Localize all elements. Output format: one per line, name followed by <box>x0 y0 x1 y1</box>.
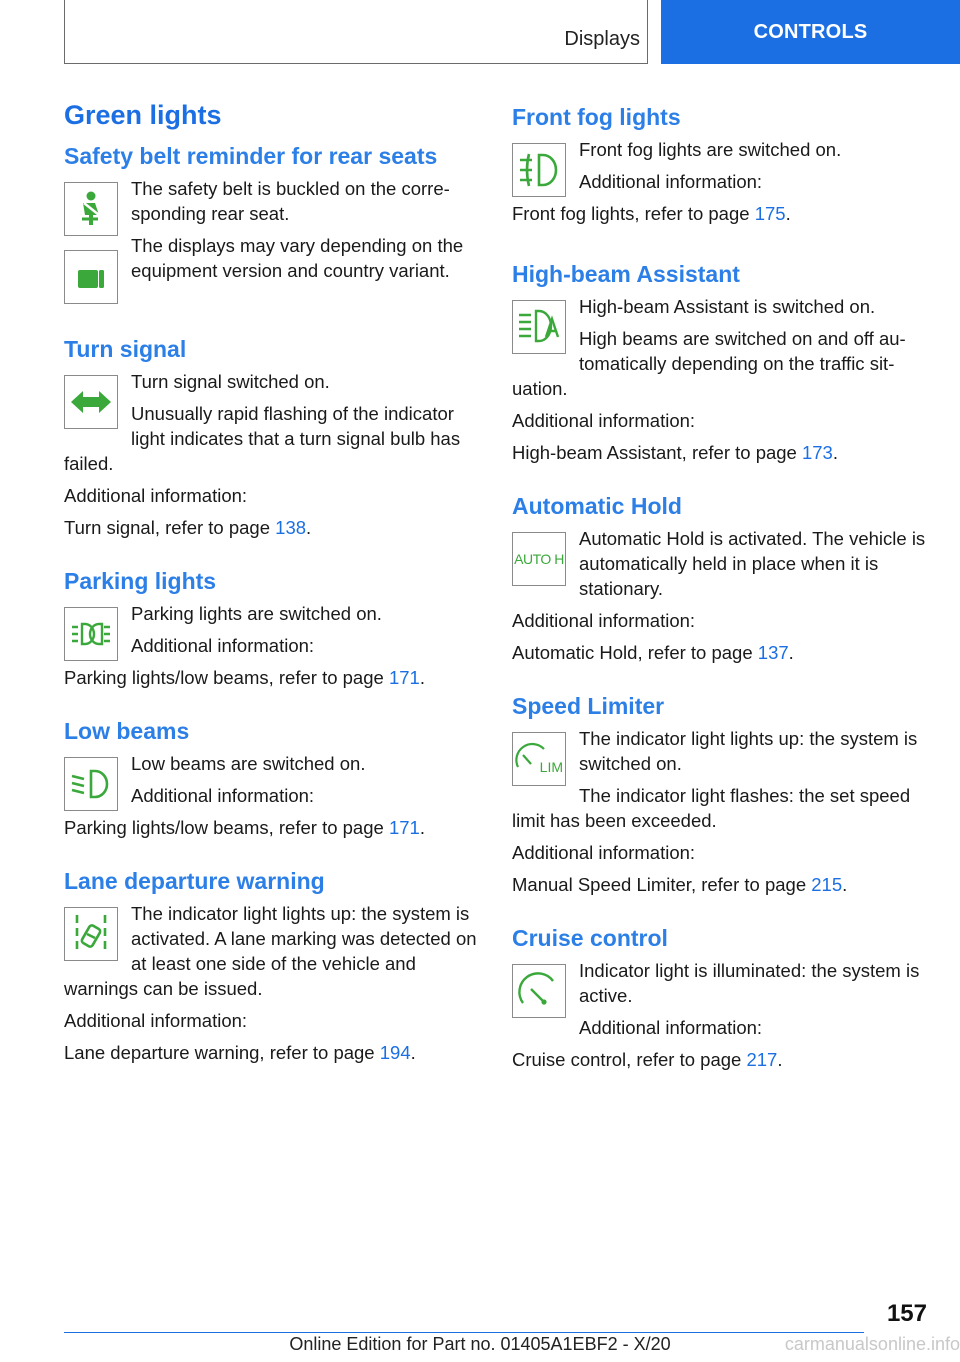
heading-lane-departure: Lane departure warning <box>64 868 325 894</box>
section-auto-hold <box>512 493 932 665</box>
section-front-fog <box>512 104 932 233</box>
heading-parking-lights: Parking lights <box>64 568 217 594</box>
section-low-beams <box>64 718 484 840</box>
low-beams-text-1: Low beams are switched on. <box>131 753 366 774</box>
safety-belt-text-1: The safety belt is buckled on the corre-sponding rear seat. <box>131 178 450 224</box>
header-section-title: Displays <box>564 28 640 50</box>
heading-turn-signal: Turn signal <box>64 336 187 362</box>
left-column <box>64 100 484 1093</box>
speed-limiter-page-link[interactable]: 215 <box>811 874 843 895</box>
rear-seat-status-icon <box>64 250 118 304</box>
turn-signal-page-link[interactable]: 138 <box>275 517 307 538</box>
page-number: 157 <box>886 1300 927 1327</box>
speed-limiter-icon-label: LIM <box>539 759 563 775</box>
cruise-control-reference: Cruise control, refer to page 217. <box>512 1049 783 1070</box>
speed-limiter-icon <box>512 732 566 786</box>
low-beams-reference: Parking lights/low beams, refer to page 171. <box>64 817 425 838</box>
front-fog-reference: Front fog lights, refer to page 175. <box>512 203 791 224</box>
section-lane-departure <box>64 868 484 1065</box>
lane-departure-reference: Lane departure warning, refer to page 194. <box>64 1042 416 1063</box>
section-parking-lights <box>64 568 484 690</box>
heading-high-beam: High-beam Assistant <box>512 261 740 287</box>
high-beam-text-3: Additional information: <box>512 410 696 431</box>
parking-lights-text-1: Parking lights are switched on. <box>131 603 382 624</box>
low-beams-text-2: Additional information: <box>131 785 315 806</box>
parking-lights-page-link[interactable]: 171 <box>388 667 420 688</box>
cruise-control-text-2: Additional information: <box>579 1017 763 1038</box>
section-high-beam <box>512 261 932 465</box>
heading-low-beams: Low beams <box>64 718 190 744</box>
header-chapter-tab[interactable]: CONTROLS <box>661 0 960 64</box>
heading-front-fog: Front fog lights <box>512 104 681 130</box>
heading-speed-limiter: Speed Limiter <box>512 693 665 719</box>
high-beam-text-2: High beams are switched on and off au-tomatically depending on the traffic sit-uation. <box>512 328 906 399</box>
auto-hold-page-link[interactable]: 137 <box>757 642 789 663</box>
low-beams-icon <box>64 757 118 811</box>
front-fog-page-link[interactable]: 175 <box>754 203 786 224</box>
auto-hold-text-2: Additional information: <box>512 610 696 631</box>
front-fog-text-1: Front fog lights are switched on. <box>579 139 842 160</box>
lane-departure-icon <box>64 907 118 961</box>
cruise-control-icon <box>512 964 566 1018</box>
page-title: Green lights <box>64 100 222 130</box>
parking-lights-text-2: Additional information: <box>131 635 315 656</box>
front-fog-text-2: Additional information: <box>579 171 763 192</box>
section-turn-signal <box>64 336 484 540</box>
turn-signal-text-3: Additional information: <box>64 485 248 506</box>
high-beam-reference: High-beam Assistant, refer to page 173. <box>512 442 838 463</box>
auto-hold-icon-label: AUTO H <box>514 551 564 567</box>
section-safety-belt <box>64 143 484 308</box>
turn-signal-text-1: Turn signal switched on. <box>131 371 330 392</box>
lane-departure-text-2: Additional information: <box>64 1010 248 1031</box>
footer-divider <box>64 1332 864 1333</box>
turn-signal-text-2: Unusually rapid flashing of the indicator light indicates that a turn signal bulb has failed. <box>64 403 461 474</box>
speed-limiter-text-3: Additional information: <box>512 842 696 863</box>
high-beam-page-link[interactable]: 173 <box>801 442 833 463</box>
heading-safety-belt: Safety belt reminder for rear seats <box>64 143 438 169</box>
footer-watermark: carmanualsonline.info <box>784 1334 960 1354</box>
turn-signal-reference: Turn signal, refer to page 138. <box>64 517 312 538</box>
section-cruise-control <box>512 925 932 1072</box>
auto-hold-text-1: Automatic Hold is activated. The vehicle is automatically held in place when it is stationary. <box>579 528 926 599</box>
footer-edition: Online Edition for Part no. 01405A1EBF2 - X/20 <box>289 1334 671 1354</box>
speed-limiter-text-1: The indicator light lights up: the system is switched on. <box>579 728 918 774</box>
front-fog-lights-icon <box>512 143 566 197</box>
cruise-control-page-link[interactable]: 217 <box>746 1049 778 1070</box>
cruise-control-text-1: Indicator light is illuminated: the system is active. <box>579 960 920 1006</box>
parking-lights-reference: Parking lights/low beams, refer to page 171. <box>64 667 425 688</box>
parking-lights-icon <box>64 607 118 661</box>
lane-departure-text-1: The indicator light lights up: the system is activated. A lane marking was detected on at least one side of the vehicle and warnings can be issued. <box>64 903 477 999</box>
high-beam-text-1: High-beam Assistant is switched on. <box>579 296 876 317</box>
safety-belt-text-2: The displays may vary depending on the equipment version and country variant. <box>131 235 464 281</box>
auto-hold-reference: Automatic Hold, refer to page 137. <box>512 642 794 663</box>
header-frame <box>64 0 648 64</box>
section-speed-limiter <box>512 693 932 897</box>
lane-departure-page-link[interactable]: 194 <box>379 1042 411 1063</box>
heading-auto-hold: Automatic Hold <box>512 493 682 519</box>
low-beams-page-link[interactable]: 171 <box>388 817 420 838</box>
heading-cruise-control: Cruise control <box>512 925 668 951</box>
turn-signal-arrows-icon <box>64 375 118 429</box>
high-beam-assistant-icon <box>512 300 566 354</box>
auto-hold-icon <box>512 532 566 586</box>
speed-limiter-text-2: The indicator light flashes: the set speed limit has been exceeded. <box>512 785 911 831</box>
right-column <box>512 104 932 1100</box>
seatbelt-icon <box>64 182 118 236</box>
speed-limiter-reference: Manual Speed Limiter, refer to page 215. <box>512 874 848 895</box>
